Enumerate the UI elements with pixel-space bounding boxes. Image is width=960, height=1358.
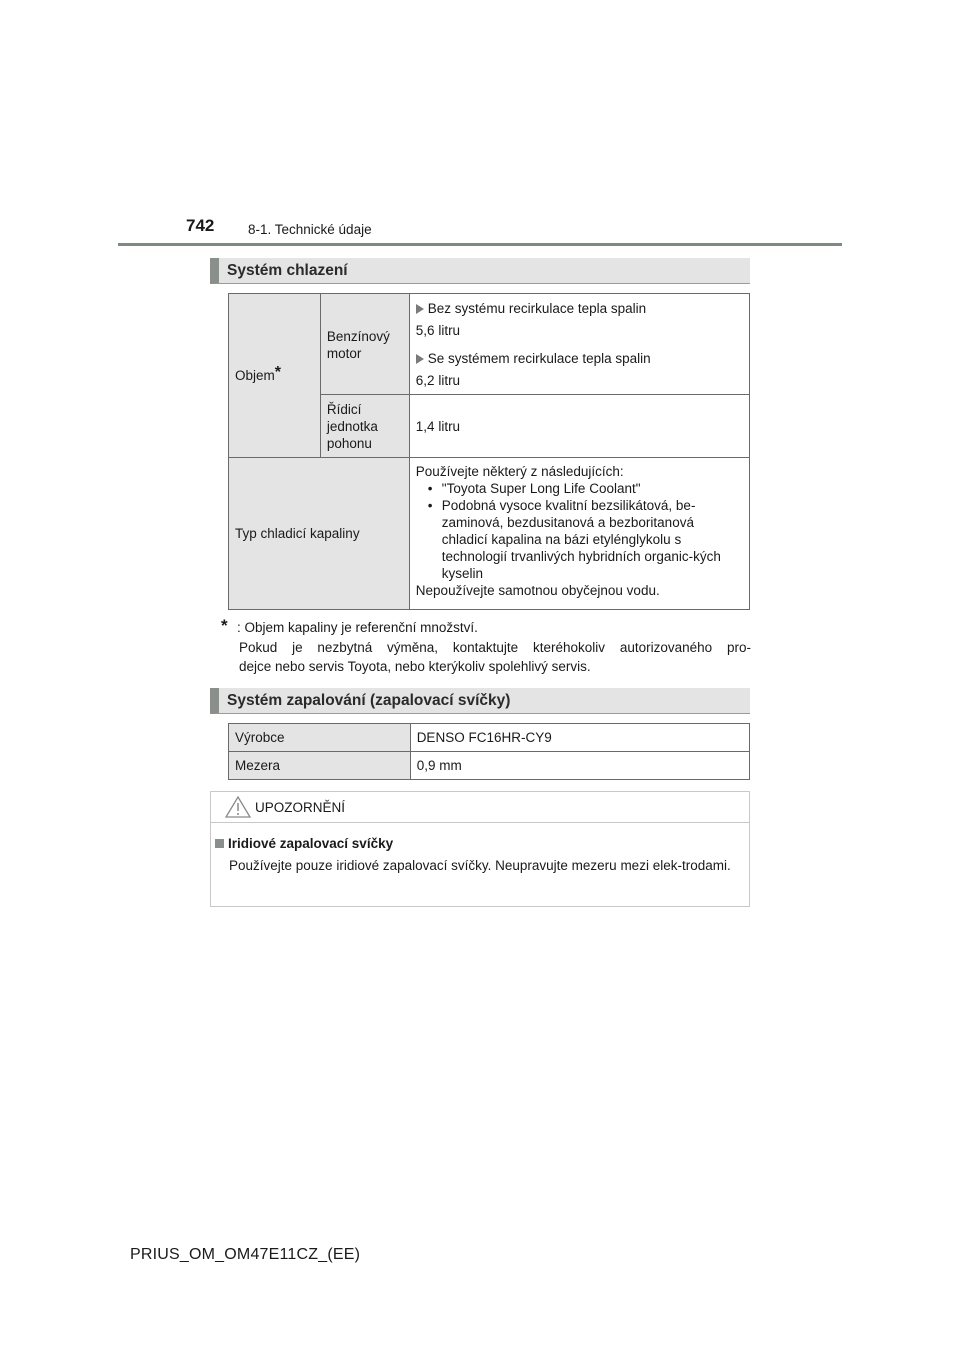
coolant-list	[416, 480, 743, 582]
header-rule	[118, 243, 842, 246]
petrol-engine-cell	[320, 294, 409, 395]
cooling-section-title: Systém chlazení	[227, 262, 348, 279]
caution-header	[211, 792, 749, 823]
footnote-line-1: : Objem kapaliny je referenční množství.	[237, 620, 478, 635]
footnote-line-2: Pokud je nezbytná výměna, kontaktujte kteréhokoliv autorizovaného pro-	[239, 639, 751, 655]
asterisk-mark: *	[274, 363, 281, 381]
footnote-line-3: dejce nebo servis Toyota, nebo kterýkoliv spolehlivý servis.	[239, 659, 591, 674]
coolant-list-item: • "Toyota Super Long Life Coolant"	[416, 480, 743, 497]
coolant-values-cell	[409, 458, 749, 610]
caution-heading: UPOZORNĚNÍ	[255, 800, 346, 815]
coolant-type-cell	[229, 458, 410, 610]
coolant-list-item: • Podobná vysoce kvalitní bezsilikátová, be-zaminová, bezdusitanová a bezboritanová chladicí kapalina na bázi etylénglykolu s technologií trvanlivých hybridních organic-kých kyselin	[416, 497, 743, 582]
coolant-note: Nepoužívejte samotnou obyčejnou vodu.	[415, 583, 660, 598]
footnote-asterisk: *	[221, 616, 228, 635]
caution-box	[210, 791, 750, 907]
ignition-table	[228, 723, 750, 780]
ignition-row-label: Mezera	[229, 752, 411, 780]
caution-title	[215, 836, 393, 851]
ignition-section-title: Systém zapalování (zapalovací svíčky)	[227, 692, 511, 709]
triangle-bullet-icon	[416, 304, 424, 314]
petrol-value-2: 6,2 litru	[415, 373, 461, 388]
chapter-title: 8-1. Technické údaje	[248, 222, 372, 237]
pcu-cell	[320, 395, 409, 458]
petrol-option-2: Se systémem recirkulace tepla spalin	[427, 351, 651, 366]
petrol-engine-label: Benzínový motor	[326, 329, 390, 361]
ignition-row-label: Výrobce	[229, 724, 411, 752]
footnote	[221, 618, 751, 677]
petrol-option-1: Bez systému recirkulace tepla spalin	[427, 301, 647, 316]
table-row	[229, 724, 750, 752]
square-bullet-icon	[215, 839, 224, 848]
page-number: 742	[186, 216, 215, 235]
caution-title-text: Iridiové zapalovací svíčky	[228, 836, 394, 851]
pcu-value: 1,4 litru	[409, 395, 749, 458]
ignition-row-value: 0,9 mm	[410, 752, 749, 780]
petrol-value-1: 5,6 litru	[415, 323, 461, 338]
coolant-type-label: Typ chladicí kapaliny	[235, 526, 360, 541]
caution-text: Používejte pouze iridiové zapalovací svíčky. Neupravujte mezeru mezi elek-trodami.	[229, 858, 731, 873]
petrol-values-cell	[409, 294, 749, 395]
objem-cell	[229, 294, 321, 458]
warning-triangle-icon	[225, 796, 251, 818]
coolant-intro: Používejte některý z následujících:	[415, 464, 624, 479]
table-row	[229, 752, 750, 780]
triangle-bullet-icon	[416, 354, 424, 364]
ignition-row-value: DENSO FC16HR-CY9	[410, 724, 749, 752]
cooling-section-heading	[210, 258, 750, 284]
pcu-label: Řídicí jednotka pohonu	[326, 401, 378, 451]
cooling-table	[228, 293, 750, 610]
document-code: PRIUS_OM_OM47E11CZ_(EE)	[130, 1246, 361, 1263]
ignition-section-heading	[210, 688, 750, 714]
objem-label: Objem	[235, 368, 275, 383]
